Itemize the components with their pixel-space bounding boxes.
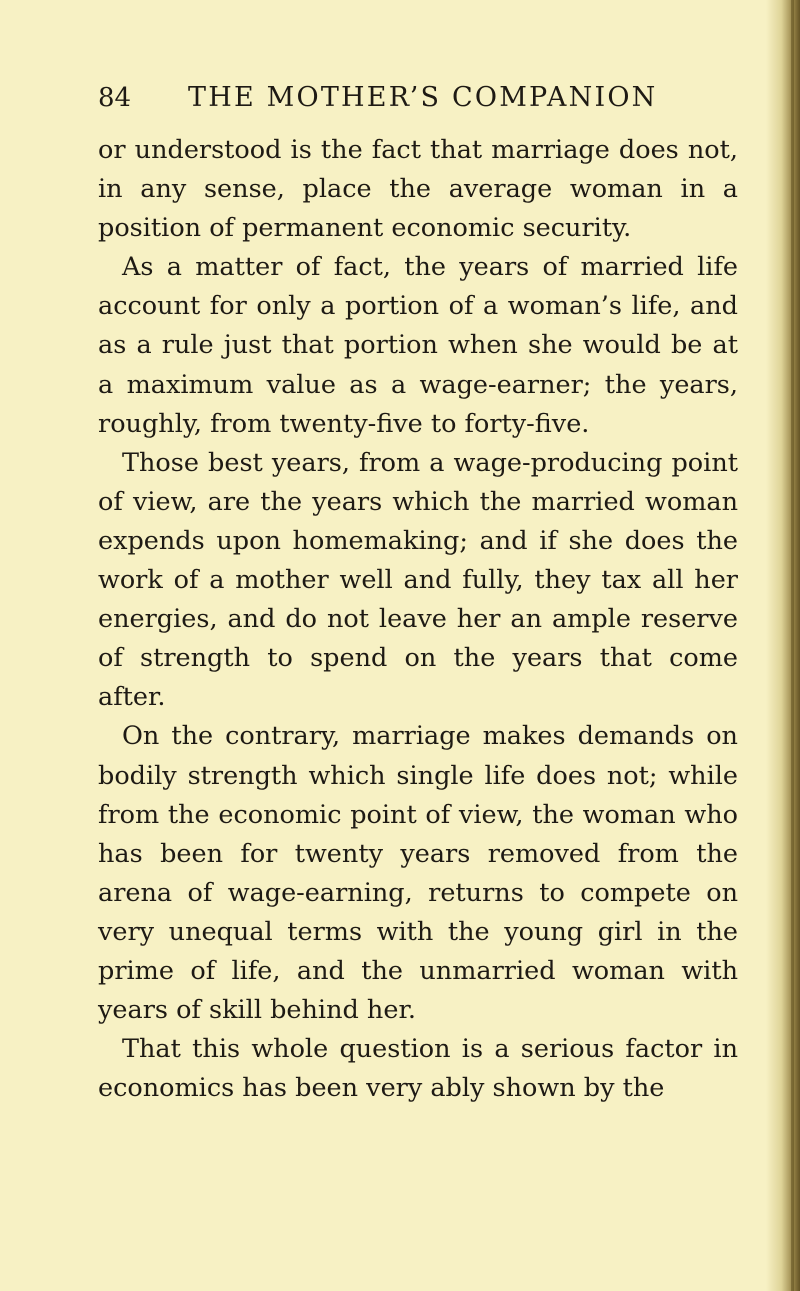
- running-title: THE MOTHER’S COMPANION: [188, 82, 658, 113]
- page-edge-shadow: [766, 0, 800, 1291]
- page-edge-line: [791, 0, 794, 1291]
- running-head: [98, 78, 738, 122]
- paragraph: That this whole question is a serious factor in economics has been very ably shown by the: [98, 1034, 738, 1104]
- body-text: [98, 131, 738, 1108]
- paragraph-continued: or understood is the fact that marriage does not, in any sense, place the average woman in a position of permanent economic security.: [98, 135, 738, 244]
- paragraph: As a matter of fact, the years of married life account for only a portion of a woman’s life, and as a rule just that portion when she would be at a maximum value as a wage-earner; the years, roughly, from twenty-five to forty-five.: [98, 252, 738, 439]
- page-number: 84: [98, 83, 132, 113]
- paragraph: On the contrary, marriage makes demands on bodily strength which single life does not; while from the economic point of view, the woman who has been for twenty years removed from the arena of wage-earning, returns to compete on very unequal terms with the young girl in the prime of life, and the unmarried woman with years of skill behind her.: [98, 721, 738, 1026]
- paragraph: Those best years, from a wage-producing point of view, are the years which the married woman expends upon homemaking; and if she does the work of a mother well and fully, they tax all her energies, and do not leave her an ample reserve of strength to spend on the years that come after.: [98, 447, 738, 713]
